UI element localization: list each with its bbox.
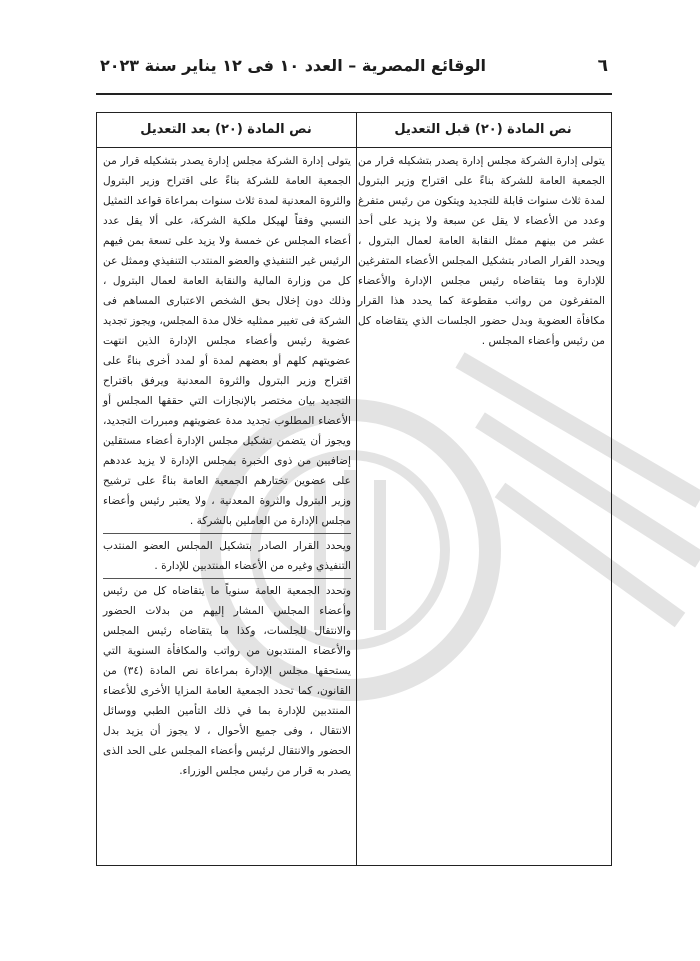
after-amendment-heading: نص المادة (٢٠) بعد التعديل xyxy=(140,122,312,137)
after-paragraph-3: وتحدد الجمعية العامة سنوياً ما يتقاضاه كل من رئيس وأعضاء المجلس المشار إليهم من بدلات الحضور والانتقال للجلسات، وكذا ما يتقاضاه رئيس المجلس والأعضاء المنتدبون من رواتب والمكافأة السنوية التي يستحقها مجلس الإدارة بمراعاة نص المادة (٣٤) من القانون، كما تحدد الجمعية العامة المزايا الأخرى للأعضاء المنتدبين للإدارة بما في ذلك التأمين الطبي ووسائل الانتقال ، وفى جميع الأحوال ، لا يجوز أن يزيد بدل الحضور والانتقال لرئيس وأعضاء المجلس على الحد الذى يصدر به قرار من رئيس مجلس الوزراء. xyxy=(103,585,351,777)
before-amendment-heading: نص المادة (٢٠) قبل التعديل xyxy=(394,122,572,137)
page-header xyxy=(100,56,608,82)
page-number: ٦ xyxy=(597,56,608,76)
after-paragraph-2: ويحدد القرار الصادر بتشكيل المجلس العضو المنتدب التنفيذي وغيره من الأعضاء المنتدبين للإدارة . xyxy=(103,540,351,572)
after-amendment-text xyxy=(103,151,351,781)
header-divider xyxy=(96,93,612,95)
heading-divider xyxy=(97,147,611,148)
gazette-issue-title: الوقائع المصرية – العدد ١٠ فى ١٢ يناير سنة ٢٠٢٣ xyxy=(100,56,486,75)
before-paragraph: يتولى إدارة الشركة مجلس إدارة يصدر بتشكيله قرار من الجمعية العامة للشركة بناءً على اقتراح وزير البترول لمدة ثلاث سنوات قابلة للتجديد ويتكون من رئيس متفرغ وعدد من الأعضاء لا يقل عن سبعة ولا يزيد على أحد عشر من بينهم ممثل النقابة العامة لعمال البترول ، ويحدد القرار الصادر بتشكيل المجلس الأعضاء المتفرغين للإدارة وما يتقاضاه رئيس مجلس الإدارة والأعضاء المتفرغون من رواتب مقطوعة كما يحدد هذا القرار مكافأة العضوية وبدل حضور الجلسات الذي يتقاضاه كل من رئيس وأعضاء المجلس . xyxy=(358,155,605,347)
before-amendment-text xyxy=(358,151,605,351)
amendment-comparison-table xyxy=(96,112,612,866)
paragraph-divider xyxy=(103,578,351,579)
column-divider xyxy=(356,113,357,865)
after-paragraph-1: يتولى إدارة الشركة مجلس إدارة يصدر بتشكيله قرار من الجمعية العامة للشركة بناءً على اقتراح وزير البترول والثروة المعدنية لمدة ثلاث سنوات بمراعاة قواعد التمثيل النسبي وفقاً لهيكل ملكية الشركة، على ألا يقل عدد أعضاء المجلس عن خمسة ولا يزيد على تسعة بمن فيهم الرئيس غير التنفيذي والعضو المنتدب التنفيذي وممثل عن كل من وزارة المالية والنقابة العامة لعمال البترول ، وذلك دون إخلال بحق الشخص الاعتبارى المساهم فى الشركة فى تغيير ممثليه خلال مدة المجلس، ويجوز تجديد عضوية رئيس وأعضاء مجلس الإدارة الذين انتهت عضويتهم كلهم أو بعضهم لمدة أو لمدد أخرى بناءً على اقتراح وزير البترول والثروة المعدنية ويرفق باقتراح التجديد بيان مختصر بالإنجازات التي حققها المجلس أو الأعضاء المطلوب تجديد مدة عضويتهم ومبررات التجديد، ويجوز أن يتضمن تشكيل مجلس الإدارة أعضاء مستقلين إضافيين من ذوى الخبرة بمجلس الإدارة لا يزيد عددهم على عضوين تختارهم الجمعية العامة بناءً على ترشيح وزير البترول والثروة المعدنية ، ولا يعتبر رئيس وأعضاء مجلس الإدارة من العاملين بالشركة . xyxy=(103,155,351,527)
paragraph-divider xyxy=(103,533,351,534)
